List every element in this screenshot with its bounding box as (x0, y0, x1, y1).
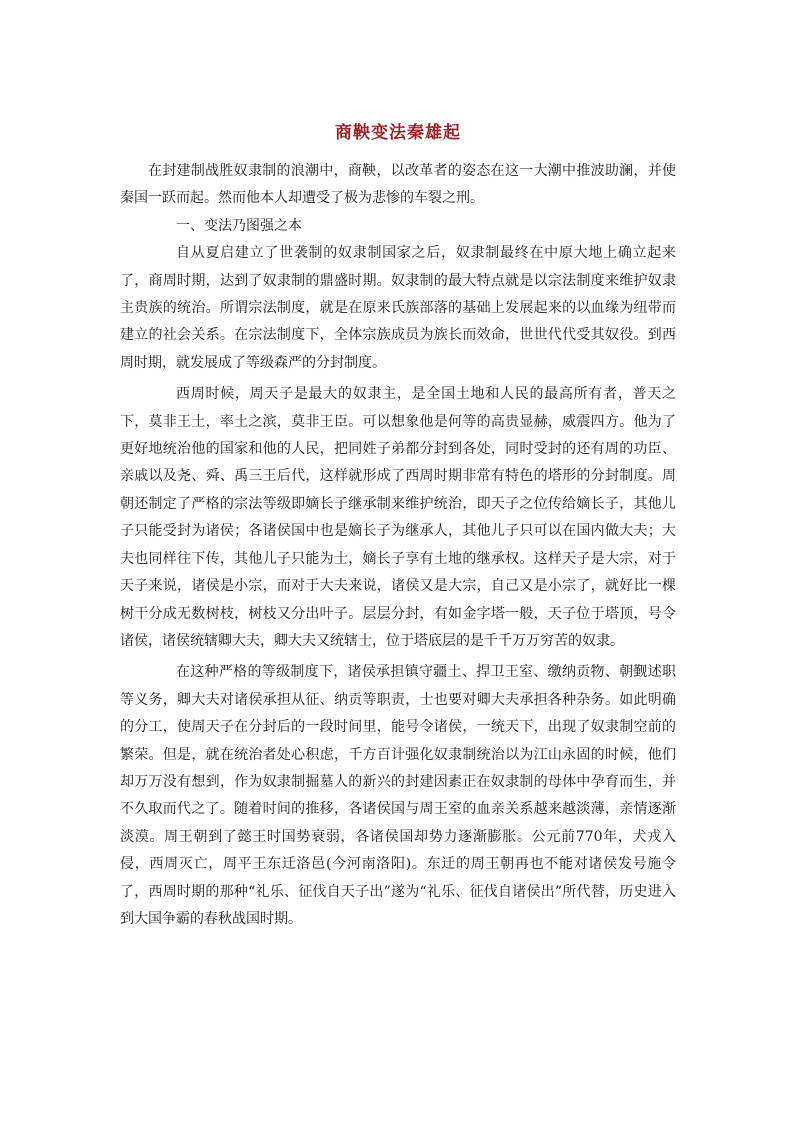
body-paragraph-2: 西周时候，周天子是最大的奴隶主，是全国土地和人民的最高所有者，普天之下，莫非王土，率土之滨，莫非王臣。可以想象他是何等的高贵显赫，威震四方。他为了更好地统治他的国家和他的人民，把同姓子弟都分封到各处，同时受封的还有周的功臣、亲戚以及尧、舜、禹三王后代，这样就形成了西周时期非常有特色的塔形的分封制度。周朝还制定了严格的宗法等级即嫡长子继承制来维护统治，即天子之位传给嫡长子，其他儿子只能受封为诸侯；各诸侯国中也是嫡长子为继承人，其他儿子只可以在国内做大夫；大夫也同样往下传，其他儿子只能为士，嫡长子享有土地的继承权。这样天子是大宗，对于天子来说，诸侯是小宗，而对于大夫来说，诸侯又是大宗，自己又是小宗了，就好比一棵树干分成无数树枝，树枝又分出叶子。层层分封，有如金字塔一般，天子位于塔顶，号令诸侯，诸侯统辖卿大夫，卿大夫又统辖士，位于塔底层的是千千万万穷苦的奴隶。 (120, 386, 676, 649)
body-paragraph-1: 自从夏启建立了世袭制的奴隶制国家之后，奴隶制最终在中原大地上确立起来了，商周时期，达到了奴隶制的鼎盛时期。奴隶制的最大特点就是以宗法制度来维护奴隶主贵族的统治。所谓宗法制度，就是在原来氏族部落的基础上发展起来的以血缘为纽带而建立的社会关系。在宗法制度下，全体宗族成员为族长而效命，世世代代受其奴役。到西周时期，就发展成了等级森严的分封制度。 (120, 245, 676, 371)
document-title: 商鞅变法秦雄起 (335, 123, 461, 143)
intro-paragraph: 在封建制战胜奴隶制的浪潮中，商鞅，以改革者的姿态在这一大潮中推波助澜，并使秦国一跃而起。然而他本人却遭受了极为悲惨的车裂之刑。 (120, 163, 676, 207)
body-paragraph-3: 在这种严格的等级制度下，诸侯承担镇守疆土、捍卫王室、缴纳贡物、朝觐述职等义务，卿大夫对诸侯承担从征、纳贡等职责，士也要对卿大夫承担各种杂务。如此明确的分工，使周天子在分封后的一段时间里，能号令诸侯，一统天下，出现了奴隶制空前的繁荣。但是，就在统治者处心积虑，千方百计强化奴隶制统治以为江山永固的时候，他们却万万没有想到，作为奴隶制掘墓人的新兴的封建因素正在奴隶制的母体中孕育而生，并不久取而代之了。随着时间的推移，各诸侯国与周王室的血亲关系越来越淡薄，亲情逐渐淡漠。周王朝到了懿王时国势衰弱，各诸侯国却势力逐渐膨胀。公元前770年，犬戎入侵，西周灭亡，周平王东迁洛邑(今河南洛阳)。东迁的周王朝再也不能对诸侯发号施令了，西周时期的那种“礼乐、征伐自天子出”遂为“礼乐、征伐自诸侯出”所代替，历史进入到大国争霸的春秋战国时期。 (120, 664, 676, 927)
section-heading: 一、变法乃图强之本 (176, 217, 302, 234)
document-page (120, 118, 676, 933)
